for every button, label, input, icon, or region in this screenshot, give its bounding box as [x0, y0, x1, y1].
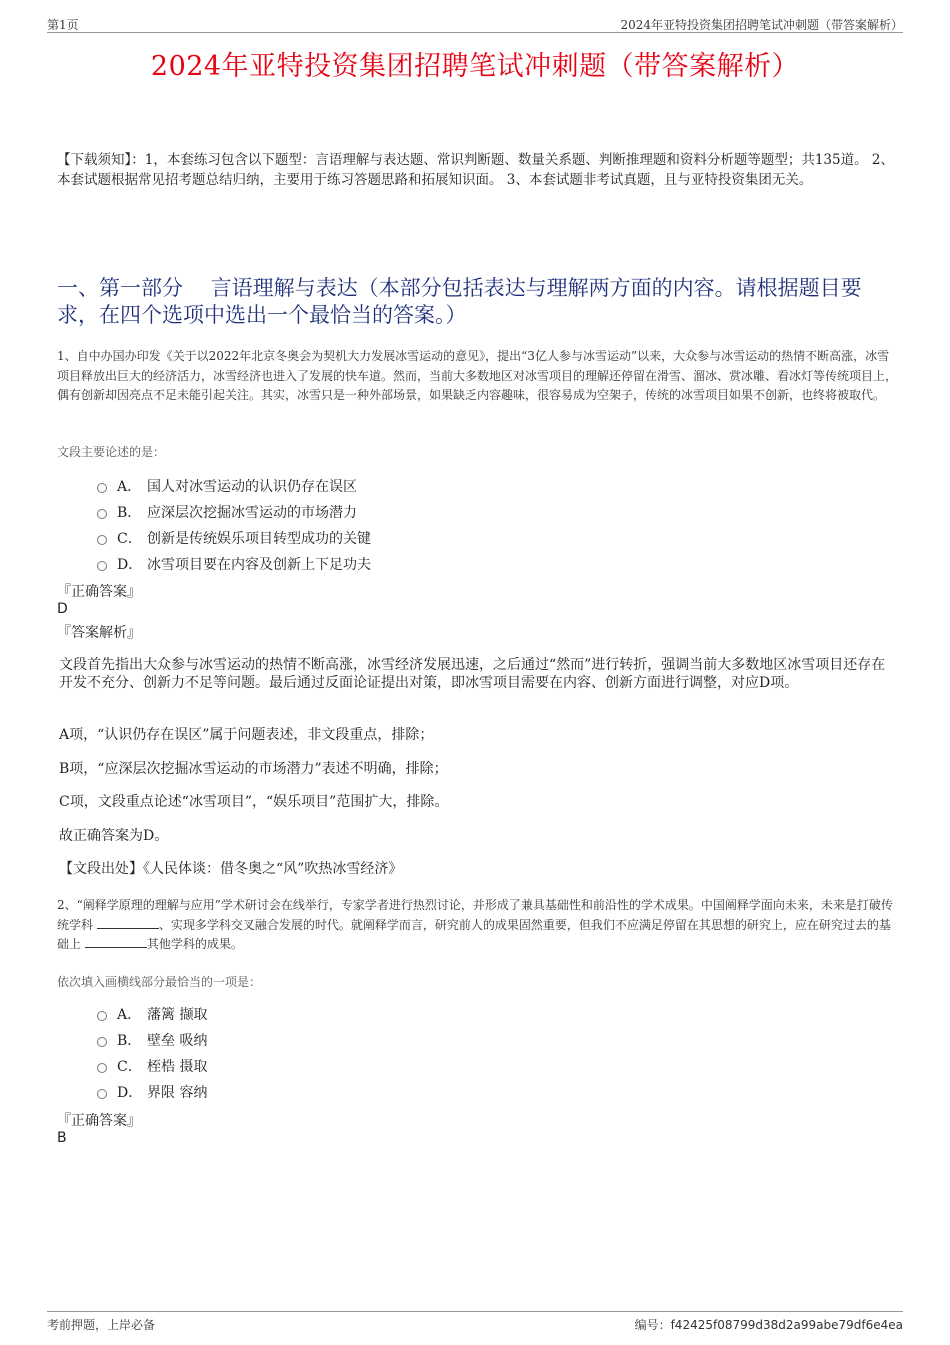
page-footer	[47, 1311, 903, 1334]
option-a[interactable]: A． 国人对冰雪运动的认识仍存在误区	[97, 473, 371, 499]
option-d[interactable]: D． 冰雪项目要在内容及创新上下足功夫	[97, 551, 371, 577]
fill-blank	[85, 935, 147, 948]
radio-icon[interactable]	[97, 1037, 107, 1047]
radio-icon[interactable]	[97, 1063, 107, 1073]
question-2-options	[97, 1001, 207, 1105]
option-c[interactable]: C． 桎梏 摄取	[97, 1053, 207, 1079]
radio-icon[interactable]	[97, 483, 107, 493]
option-b[interactable]: B． 壁垒 吸纳	[97, 1027, 207, 1053]
option-d[interactable]: D． 界限 容纳	[97, 1079, 207, 1105]
analysis-label: 『答案解析』	[57, 625, 141, 641]
section-heading: 一、第一部分 言语理解与表达（本部分包括表达与理解两方面的内容。请根据题目要求，在四个选项中选出一个最恰当的答案。）	[57, 276, 862, 327]
question-2-text: 2、“阐释学原理的理解与应用”学术研讨会在线举行，专家学者进行热烈讨论，并形成了兼具基础性和前沿性的学术成果。中国阐释学面向未来，未来是打破传统学科 、实现多学科交叉融合发展的时代。就阐释学而言，研究前人的成果固然重要，但我们不应满足停留在其思想的研究上，应在研究过去的基础上 其他学科的成果。	[57, 898, 893, 951]
footer-slogan: 考前押题，上岸必备	[47, 1318, 156, 1332]
option-a[interactable]: A． 藩篱 撷取	[97, 1001, 207, 1027]
option-c[interactable]: C． 创新是传统娱乐项目转型成功的关键	[97, 525, 371, 551]
header-doc-title: 2024年亚特投资集团招聘笔试冲刺题（带答案解析）	[620, 18, 903, 32]
question-2-prompt: 依次填入画横线部分最恰当的一项是：	[57, 975, 262, 989]
question-1-text: 1、自中办国办印发《关于以2022年北京冬奥会为契机大力发展冰雪运动的意见》，提出“3亿人参与冰雪运动”以来，大众参与冰雪运动的热情不断高涨，冰雪项目释放出巨大的经济活力，冰雪经济也进入了发展的快车道。然而，当前大多数地区对冰雪项目的理解还停留在滑雪、溜冰、赏冰雕、看冰灯等传统项目上，偶有创新却因亮点不足未能引起关注。其实，冰雪只是一种外部场景，如果缺乏内容趣味，很容易成为空架子，传统的冰雪项目如果不创新，也终将被取代。	[57, 349, 898, 402]
analysis-paragraph: 文段首先指出大众参与冰雪运动的热情不断高涨，冰雪经济发展迅速，之后通过“然而”进行转折，强调当前大多数地区冰雪项目还存在开发不充分、创新力不足等问题。最后通过反面论证提出对策，即冰雪项目需要在内容、创新方面进行调整，对应D项。	[59, 657, 886, 691]
question-1-prompt: 文段主要论述的是：	[57, 445, 166, 459]
fill-blank	[97, 916, 159, 929]
answer-label: 『正确答案』	[57, 1113, 141, 1129]
analysis-option-c: C项，文段重点论述“冰雪项目”，“娱乐项目”范围扩大，排除。	[59, 794, 449, 810]
radio-icon[interactable]	[97, 1011, 107, 1021]
download-notice: 【下载须知】：1，本套练习包含以下题型：言语理解与表达题、常识判断题、数量关系题、判断推理题和资料分析题等题型；共135道。 2、本套试题根据常见招考题总结归纳，主要用于练习答题思路和拓展知识面。 3、本套试题非考试真题，且与亚特投资集团无关。	[57, 152, 894, 188]
document-title: 2024年亚特投资集团招聘笔试冲刺题（带答案解析）	[150, 51, 800, 82]
radio-icon[interactable]	[97, 561, 107, 571]
page-header	[47, 14, 903, 33]
analysis-conclusion: 故正确答案为D。	[59, 828, 169, 844]
radio-icon[interactable]	[97, 535, 107, 545]
answer-label: 『正确答案』	[57, 584, 141, 600]
analysis-source: 【文段出处】《人民体谈：借冬奥之“风”吹热冰雪经济》	[59, 861, 403, 877]
answer-value: B	[57, 1130, 67, 1146]
analysis-option-b: B项，“应深层次挖掘冰雪运动的市场潜力”表述不明确，排除；	[59, 761, 448, 777]
radio-icon[interactable]	[97, 1089, 107, 1099]
option-b[interactable]: B． 应深层次挖掘冰雪运动的市场潜力	[97, 499, 371, 525]
document-code: 编号：f42425f08799d38d2a99abe79df6e4ea	[634, 1318, 903, 1332]
analysis-option-a: A项，“认识仍存在误区”属于问题表述，非文段重点，排除；	[59, 727, 434, 743]
question-1-options	[97, 473, 371, 577]
answer-value: D	[57, 601, 68, 617]
radio-icon[interactable]	[97, 509, 107, 519]
page-number: 第1页	[47, 18, 79, 32]
